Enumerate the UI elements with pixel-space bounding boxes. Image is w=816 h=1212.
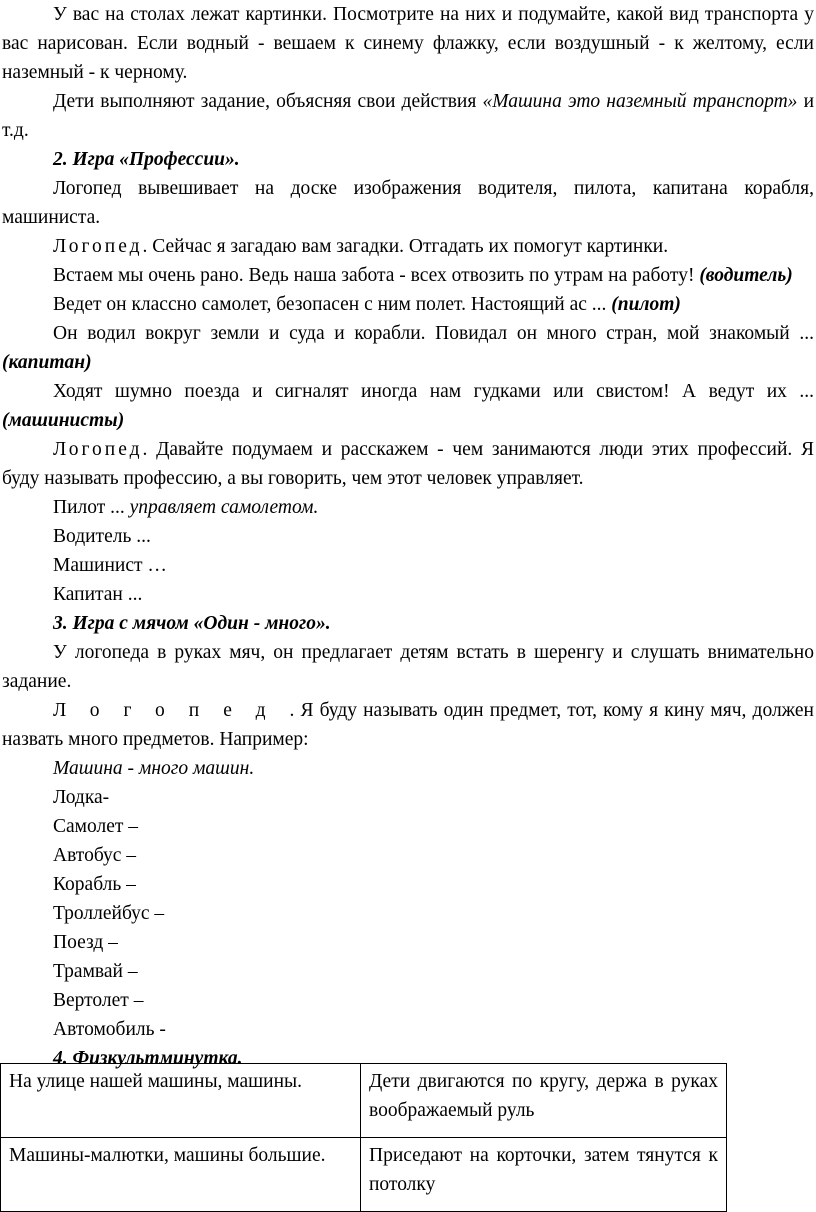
riddle-answer: (пилот)	[611, 294, 681, 315]
line-example	[0, 754, 816, 783]
heading-physical-break: 4. Физкультминутка.	[53, 1048, 243, 1069]
physical-break-table	[0, 1063, 727, 1212]
riddle-text: Ходят шумно поезда и сигналят иногда нам гудками или свистом! А ведут их ...	[53, 381, 814, 402]
example-word: Машина	[53, 758, 123, 779]
riddle-answer: (водитель)	[699, 265, 793, 286]
riddle-text: Встаем мы очень рано. Ведь наша забота - всех отвозить по утрам на работу!	[53, 265, 700, 286]
paragraph-ball-instructions: У логопеда в руках мяч, он предлагает детям встать в шеренгу и слушать внимательно задание.	[2, 642, 814, 692]
riddle-machinist	[0, 377, 816, 435]
table-cell-text: Машины-малютки, машины большие.	[1, 1138, 361, 1212]
profession-name: Пилот ...	[53, 497, 130, 518]
text-span: . Я буду называть один предмет, тот, кому я кину мяч, должен назвать много предметов. Например:	[2, 700, 814, 750]
riddle-pilot	[0, 290, 816, 319]
paragraph-speech-therapist-ball	[0, 696, 816, 754]
speaker-label: Логопед	[53, 439, 143, 460]
speaker-label: Логопед	[53, 236, 143, 257]
text-span: . Сейчас я загадаю вам загадки. Отгадать их помогут картинки.	[142, 236, 669, 257]
line-pilot	[0, 493, 816, 522]
word-item: Самолет –	[53, 816, 139, 837]
line-driver: Водитель ...	[53, 526, 151, 547]
riddle-text: Он водил вокруг земли и суда и корабли. Повидал он много стран, мой знакомый ...	[53, 323, 814, 344]
riddle-captain	[0, 319, 816, 377]
heading-game-ball: 3. Игра с мячом «Один - много».	[53, 613, 331, 634]
paragraph-instructions: У вас на столах лежат картинки. Посмотрите на них и подумайте, какой вид транспорта у вас нарисован. Если водный - вешаем к синему флажку, если воздушный - к желтому, если наземный - к черному.	[2, 4, 814, 83]
word-item: Трамвай –	[53, 961, 138, 982]
word-item: Корабль –	[53, 874, 136, 895]
line-captain: Капитан ...	[53, 584, 143, 605]
text-span: -	[122, 758, 139, 779]
word-item: Вертолет –	[53, 990, 144, 1011]
table-row	[1, 1064, 727, 1138]
word-item: Поезд –	[53, 932, 118, 953]
riddle-answer: (машинисты)	[2, 410, 125, 431]
line-machinist: Машинист …	[53, 555, 167, 576]
table-row	[1, 1138, 727, 1212]
text-span: . Давайте подумаем и расскажем - чем занимаются люди этих профессий. Я буду называть профессию, а вы говорить, чем этот человек управляет.	[2, 439, 814, 489]
table-cell-text: На улице нашей машины, машины.	[1, 1064, 361, 1138]
riddle-text: Ведет он классно самолет, безопасен с ним полет. Настоящий ас ...	[53, 294, 612, 315]
speaker-label: Логопед	[53, 700, 290, 721]
paragraph-board-pictures: Логопед вывешивает на доске изображения водителя, пилота, капитана корабля, машиниста.	[2, 178, 814, 228]
word-item: Троллейбус –	[53, 903, 165, 924]
riddle-answer: (капитан)	[2, 352, 92, 373]
text-span: и т.д.	[2, 91, 815, 141]
paragraph-speech-therapist-riddles	[0, 232, 816, 261]
word-item: Лодка-	[53, 787, 110, 808]
italic-quote: «Машина это наземный транспорт»	[482, 91, 798, 112]
heading-game-professions: 2. Игра «Профессии».	[53, 149, 240, 170]
profession-answer: управляет самолетом.	[129, 497, 319, 518]
word-item: Автомобиль -	[53, 1019, 166, 1040]
example-answer: много машин.	[138, 758, 255, 779]
table-cell-action: Дети двигаются по кругу, держа в руках воображаемый руль	[361, 1064, 727, 1138]
paragraph-professions-discussion	[0, 435, 816, 493]
table-cell-action: Приседают на корточки, затем тянутся к потолку	[361, 1138, 727, 1212]
riddle-driver	[0, 261, 816, 290]
text-span: Дети выполняют задание, объясняя свои действия	[53, 91, 483, 112]
paragraph-children-task	[0, 87, 816, 145]
word-item: Автобус –	[53, 845, 137, 866]
